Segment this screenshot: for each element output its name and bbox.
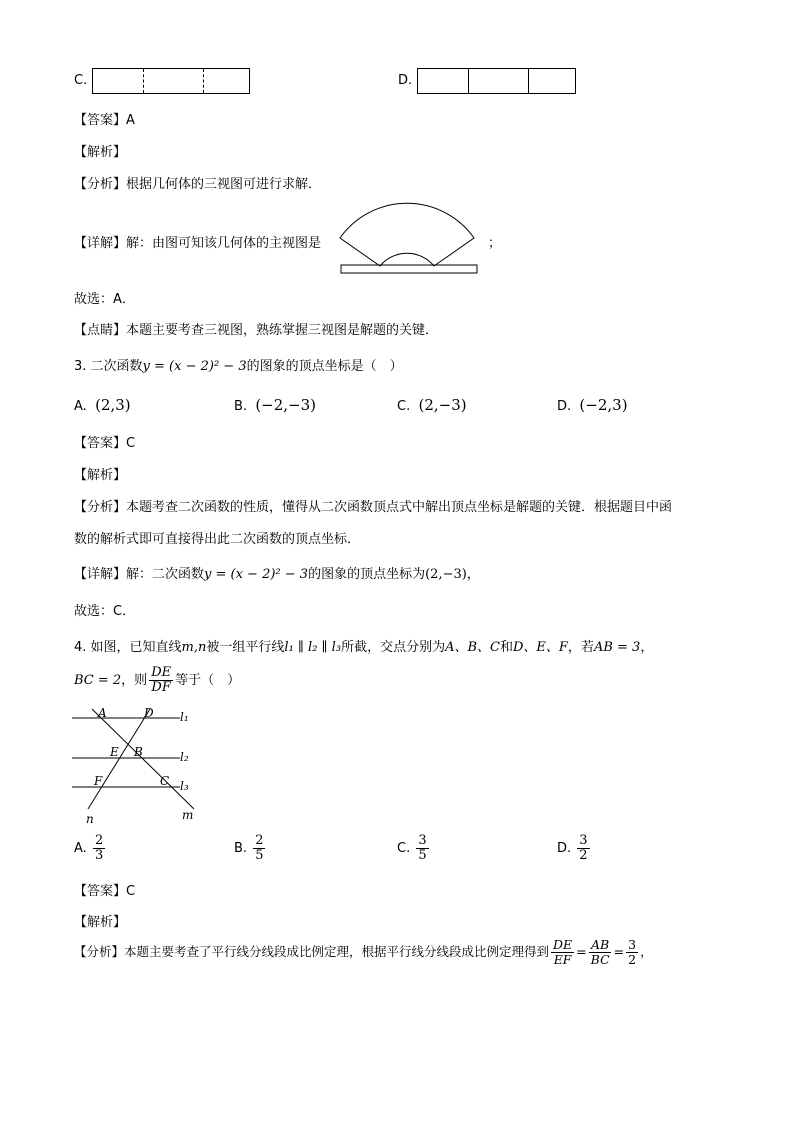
q2-option-d-label: D. [398,73,413,88]
label-D: D [144,706,154,720]
q2-option-c-label: C. [74,73,88,88]
q4-fenxi: 【分析】本题主要考查了平行线分线段成比例定理，根据平行线分线段成比例定理得到 $\frac{DE}{EF}$ = $\frac{AB}{BC}$ = $\frac{3}{2}$ ， [74,937,653,967]
q3-stem-prefix: 3. 二次函数 [74,359,143,374]
q2-fenxi: 【分析】根据几何体的三视图可进行求解． [74,177,322,192]
q2-guxuan: 故选：A． [74,292,135,307]
q3-guxuan: 故选：C． [74,604,136,619]
q4-option-b: B. $\frac{2}{5}$ [234,833,264,863]
q2-option-c-figure [92,68,250,94]
q3-stem [74,355,403,374]
q4-stem-line2: BC = 2，则 $\frac{DE}{DF}$ 等于（ ） [74,665,241,695]
edge-1 [468,69,469,93]
q2-option-d-figure [417,68,576,94]
q3-fenxi-line1: 【分析】本题考查二次函数的性质，懂得从二次函数顶点式中解出顶点坐标是解题的关键．根据题目中函 [74,500,673,515]
q3-xiangjie: 【详解】解：二次函数y = (x − 2)² − 3的图象的顶点坐标为(2,−3)， [74,567,480,582]
label-l1: l₁ [180,710,189,724]
q3-function: y = (x − 2)² − 3 [142,359,247,374]
q2-answer: 【答案】A [74,113,135,128]
q2-xiangjie: 【详解】解：由图可知该几何体的主视图是 [74,236,322,251]
label-C: C [160,774,170,788]
hidden-edge-2 [203,69,204,93]
line-n [88,709,150,809]
q3-stem-suffix: 的图象的顶点坐标是（ ） [246,359,403,374]
q4-figure [68,705,208,825]
q4-ratio: $\frac{DE}{DF}$ [151,665,172,695]
q3-fenxi-line2: 数的解析式即可直接得出此二次函数的顶点坐标． [74,532,361,547]
q4-analysis-header: 【解析】 [74,915,127,930]
q3-option-c: C. (2,−3) [397,396,467,414]
hidden-edge-1 [143,69,144,93]
label-E: E [110,745,119,759]
q3-analysis-header: 【解析】 [74,468,127,483]
q2-xiangjie-end: ； [488,236,502,251]
label-A: A [98,706,107,720]
q3-option-d: D. (−2,3) [557,396,628,414]
label-B: B [134,745,143,759]
label-F: F [94,774,103,788]
q2-dianjing: 【点睛】本题主要考查三视图，熟练掌握三视图是解题的关键． [74,323,439,338]
q4-option-d: D. $\frac{3}{2}$ [557,833,588,863]
q2-analysis-header: 【解析】 [74,145,127,160]
label-n: n [86,812,94,825]
q3-option-b: B. (−2,−3) [234,396,317,414]
q4-answer: 【答案】C [74,884,136,899]
q4-stem-line1: 4. 如图，已知直线m,n被一组平行线l₁ ∥ l₂ ∥ l₃所截，交点分别为A、B、C和D、E、F，若AB = 3， [74,640,654,655]
q4-option-c: C. $\frac{3}{5}$ [397,833,427,863]
line-m [92,709,194,809]
edge-2 [528,69,529,93]
q3-option-a: A. (2,3) [74,396,131,414]
q3-answer: 【答案】C [74,436,136,451]
q4-option-a: A. $\frac{2}{3}$ [74,833,104,863]
label-l3: l₃ [180,779,189,793]
label-l2: l₂ [180,750,189,764]
label-m: m [182,808,194,822]
q2-front-view-figure [338,198,488,276]
